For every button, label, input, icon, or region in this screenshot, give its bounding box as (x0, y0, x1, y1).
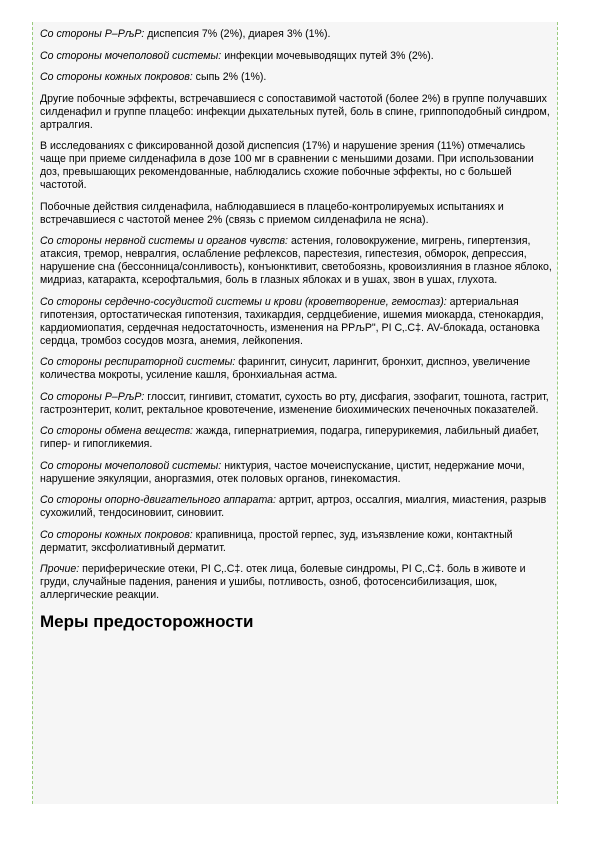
paragraph-text: диспепсия 7% (2%), диарея 3% (1%). (144, 28, 331, 40)
paragraph (40, 140, 552, 192)
paragraph-label: Со стороны кожных покровов: (40, 71, 193, 83)
section-heading: Меры предосторожности (40, 612, 254, 631)
paragraph-label: Со стороны нервной системы и органов чувств: (40, 235, 288, 247)
paragraph (40, 460, 552, 486)
paragraph-text: артрит, артроз, оссалгия, миалгия, миастения, разрыв сухожилий, тендосиновиит, синовиит. (40, 494, 547, 519)
paragraph-text: Другие побочные эффекты, встречавшиеся с сопоставимой частотой (более 2%) в группе получавших силденафил и группе плацебо: инфекции дыхательных путей, боль в спине, гриппоподобный синдром, артралгия. (40, 92, 550, 131)
paragraph-label: Со стороны респираторной системы: (40, 356, 236, 368)
paragraph-text: жажда, гипернатриемия, подагра, гиперурикемия, лабильный диабет, гипер- и гипогликемия. (40, 425, 539, 450)
paragraph-label: Прочие: (40, 563, 80, 575)
paragraph-label: Со стороны мочеполовой системы: (40, 459, 222, 472)
paragraph-list (40, 28, 552, 602)
paragraph (40, 391, 552, 417)
paragraph-text: крапивница, простой герпес, зуд, изъязвление кожи, контактный дерматит, эксфолиативный дерматит. (40, 528, 513, 554)
paragraph (40, 28, 552, 41)
paragraph (40, 563, 552, 602)
paragraph-text: фарингит, синусит, ларингит, бронхит, диспноэ, увеличение количества мокроты, усиление кашля, бронхиальная астма. (40, 356, 531, 381)
paragraph-label: Со стороны обмена веществ: (40, 425, 193, 437)
paragraph (40, 356, 552, 382)
paragraph-text: В исследованиях с фиксированной дозой диспепсия (17%) и нарушение зрения (11%) отмечались чаще при приеме силденафила в дозе 100 мг в сравнении с меньшими дозами. При использовании доз, превышающих рекомендованные, наблюдались схожие побочные эффекты, но с большей частотой. (40, 140, 534, 191)
paragraph-label: Со стороны кожных покровов: (40, 528, 193, 541)
paragraph-text: артериальная гипотензия, ортостатическая гипотензия, тахикардия, сердцебиение, ишемия миокарда, стенокардия, кардиомиопатия, сердечная недостаточность, изменения на РРљР", РІ С‚.С‡. AV-блокада, остановка сердца, тромбоз сосудов мозга, анемия, лейкопения. (40, 295, 544, 347)
paragraph-label: Со стороны опорно-двигательного аппарата: (40, 494, 276, 506)
paragraph-text: никтурия, частое мочеиспускание, цистит, недержание мочи, нарушение эякуляции, аноргазмия, отек половых органов, гинекомастия. (40, 459, 525, 485)
paragraph-text: сыпь 2% (1%). (192, 71, 267, 83)
paragraph (40, 296, 552, 348)
paragraph-text: инфекции мочевыводящих путей 3% (2%). (221, 49, 434, 62)
paragraph-text: Побочные действия силденафила, наблюдавшиеся в плацебо-контролируемых испытаниях и встречавшиеся с частотой менее 2% (связь с приемом силденафила не ясна). (40, 200, 504, 226)
paragraph (40, 425, 552, 451)
paragraph (40, 50, 552, 63)
paragraph (40, 93, 552, 132)
paragraph (40, 201, 552, 227)
paragraph-label: Со стороны мочеполовой системы: (40, 49, 222, 62)
document-content (40, 28, 552, 633)
paragraph-label: Со стороны сердечно-сосудистой системы и крови (кроветворение, гемостаз): (40, 295, 447, 308)
paragraph-text: астения, головокружение, мигрень, гипертензия, атаксия, тремор, невралгия, ослабление рефлексов, парестезия, гипестезия, обморок, депрессия, нарушение сна (бессонница/сонливость), конъюнктивит, светобоязнь, кровоизлияния в глазное яблоко, мидриаз, катаракта, ксерофтальмия, боль в глазных яблоках и в ушах, звон в ушах, глухота. (40, 235, 552, 286)
paragraph-label: Со стороны Р–РљР: (40, 28, 145, 40)
paragraph-label: Со стороны Р–РљР: (40, 390, 145, 403)
document-page (32, 22, 558, 804)
paragraph (40, 529, 552, 555)
paragraph (40, 71, 552, 84)
paragraph-text: периферические отеки, РІ С‚.С‡. отек лица, болевые синдромы, РІ С‚.С‡. боль в животе и груди, случайные падения, ранения и ушибы, потливость, озноб, фотосенсибилизация, шок, аллергические реакции. (40, 563, 526, 601)
paragraph (40, 494, 552, 520)
paragraph (40, 235, 552, 287)
paragraph-text: глоссит, гингивит, стоматит, сухость во рту, дисфагия, эзофагит, тошнота, гастрит, гастроэнтерит, колит, ректальное кровотечение, изменение биохимических печеночных показателей. (40, 390, 549, 416)
